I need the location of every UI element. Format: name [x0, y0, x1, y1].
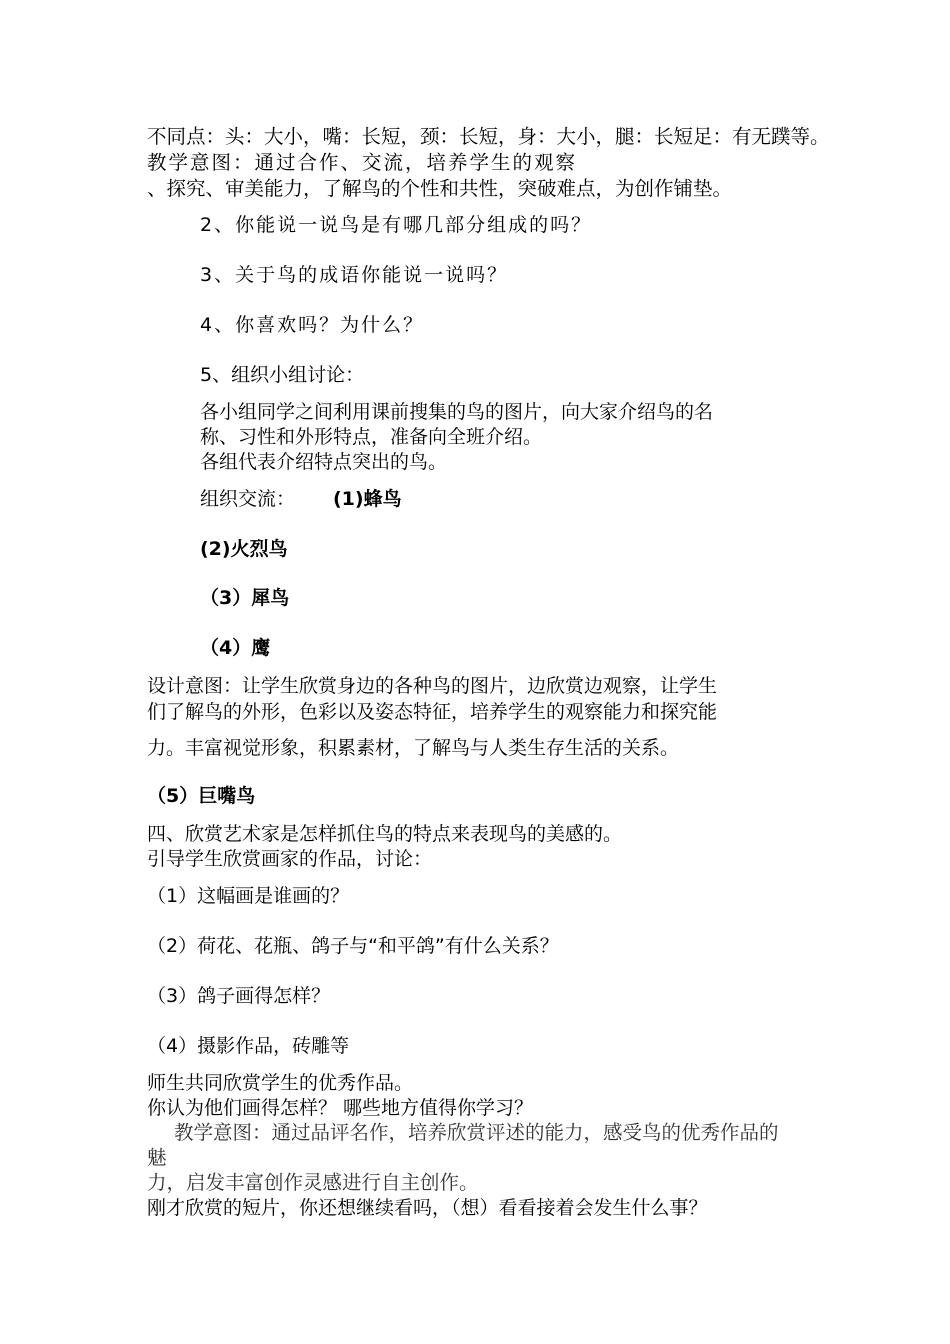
question-4: 4、你喜欢吗？为什么？ [200, 314, 425, 336]
bird-item-1: (1)蜂鸟 [333, 488, 402, 510]
bird-item-4: （4）鹰 [200, 637, 271, 659]
short-film-question: 刚才欣赏的短片，你还想继续看吗，（想）看看接着会发生什么事？ [147, 1197, 708, 1219]
design-intent-2: 们了解鸟的外形，色彩以及姿态特征，培养学生的观察能力和探究能 [147, 701, 718, 723]
artwork-question-3: （3）鸽子画得怎样？ [147, 985, 331, 1007]
text-line-teaching-intent-1: 教学意图：通过合作、交流，培养学生的观察 [147, 151, 578, 174]
teaching-intent-evaluation-3: 力，启发丰富创作灵感进行自主创作。 [147, 1171, 479, 1194]
student-works-text: 师生共同欣赏学生的优秀作品。 [147, 1072, 414, 1094]
artwork-question-1: （1）这幅画是谁画的？ [147, 885, 350, 907]
discussion-text-3: 各组代表介绍特点突出的鸟。 [200, 451, 448, 473]
design-intent-3: 力。丰富视觉形象，积累素材，了解鸟与人类生存生活的关系。 [147, 737, 680, 759]
text-line-teaching-intent-2: 、探究、审美能力，了解鸟的个性和共性，突破难点，为创作铺垫。 [147, 177, 733, 200]
artwork-question-2: （2）荷花、花瓶、鸽子与“和平鸽”有什么关系？ [147, 935, 559, 957]
exchange-label: 组织交流： [200, 488, 296, 510]
question-2: 2、你能说一说鸟是有哪几部分组成的吗？ [200, 214, 593, 236]
teaching-intent-evaluation-2: 魅 [147, 1146, 167, 1169]
question-3: 3、关于鸟的成语你能说一说吗？ [200, 264, 509, 286]
discussion-text-2: 称、习性和外形特点，准备向全班介绍。 [200, 426, 543, 448]
section-four-heading: 四、欣赏艺术家是怎样抓住鸟的特点来表现鸟的美感的。 [147, 823, 623, 845]
teaching-intent-evaluation-1: 教学意图：通过品评名作，培养欣赏评述的能力，感受鸟的优秀作品的 [174, 1121, 779, 1144]
group-discussion-heading: 5、组织小组讨论： [200, 364, 365, 386]
evaluation-question: 你认为他们画得怎样？ 哪些地方值得你学习？ [147, 1097, 534, 1119]
artwork-question-4: （4）摄影作品，砖雕等 [147, 1035, 350, 1057]
bird-item-5: （5）巨嘴鸟 [147, 785, 256, 807]
design-intent-1: 设计意图：让学生欣赏身边的各种鸟的图片，边欣赏边观察，让学生 [147, 675, 718, 697]
text-line-differences: 不同点：头：大小，嘴：长短，颈：长短，身：大小，腿：长短足：有无蹼等。 [147, 125, 830, 148]
bird-item-3: （3）犀鸟 [200, 587, 290, 609]
discussion-text-1: 各小组同学之间利用课前搜集的鸟的图片，向大家介绍鸟的名 [200, 401, 714, 423]
guide-text: 引导学生欣赏画家的作品，讨论： [147, 848, 433, 870]
bird-item-2: (2)火烈鸟 [200, 538, 288, 560]
